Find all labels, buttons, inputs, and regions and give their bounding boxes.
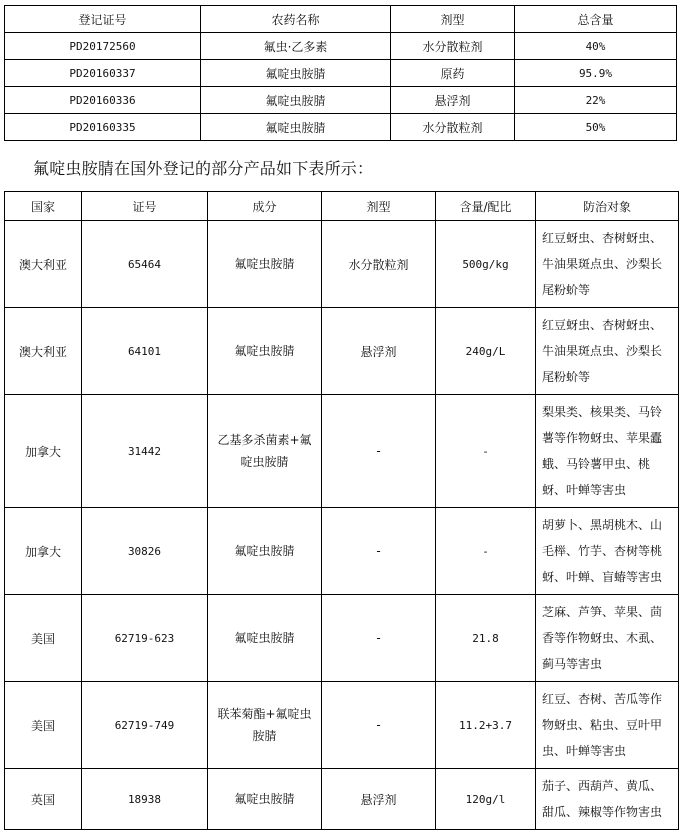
registration-no-cell: PD20160335: [5, 114, 201, 141]
formulation-cell: 水分散粒剂: [391, 114, 515, 141]
table-header-row: [5, 192, 679, 221]
country-cell: 美国: [5, 682, 82, 769]
content-ratio-cell: -: [436, 395, 536, 508]
formulation-cell: -: [322, 682, 436, 769]
total-content-cell: 22%: [515, 87, 677, 114]
domestic-registration-table: [4, 5, 677, 141]
pesticide-name-cell: 氟啶虫胺腈: [201, 114, 391, 141]
control-targets-cell: 胡萝卜、黑胡桃木、山毛榉、竹芋、杏树等桃蚜、叶蝉、盲蝽等害虫: [536, 508, 679, 595]
control-targets-cell: 红豆蚜虫、杏树蚜虫、牛油果斑点虫、沙梨长尾粉蚧等: [536, 221, 679, 308]
pesticide-name-cell: 氟虫·乙多素: [201, 33, 391, 60]
ingredient-cell: 氟啶虫胺腈: [208, 595, 322, 682]
country-cell: 加拿大: [5, 395, 82, 508]
country-cell: 英国: [5, 769, 82, 830]
formulation-cell: -: [322, 508, 436, 595]
content-ratio-cell: 11.2+3.7: [436, 682, 536, 769]
formulation-cell: -: [322, 395, 436, 508]
header-registration-no: 登记证号: [5, 6, 201, 33]
ingredient-cell: 乙基多杀菌素+氟啶虫胺腈: [208, 395, 322, 508]
table-row: [5, 114, 677, 141]
table-header-row: [5, 6, 677, 33]
pesticide-name-cell: 氟啶虫胺腈: [201, 60, 391, 87]
table-row: [5, 221, 679, 308]
formulation-cell: 水分散粒剂: [322, 221, 436, 308]
table-row: [5, 395, 679, 508]
table-row: [5, 87, 677, 114]
total-content-cell: 50%: [515, 114, 677, 141]
formulation-cell: 水分散粒剂: [391, 33, 515, 60]
ingredient-cell: 联苯菊酯+氟啶虫胺腈: [208, 682, 322, 769]
certificate-no-cell: 18938: [82, 769, 208, 830]
table-row: [5, 508, 679, 595]
header-control-targets: 防治对象: [536, 192, 679, 221]
header-ingredient: 成分: [208, 192, 322, 221]
control-targets-cell: 红豆、杏树、苦瓜等作物蚜虫、粘虫、豆叶甲虫、叶蝉等害虫: [536, 682, 679, 769]
pesticide-name-cell: 氟啶虫胺腈: [201, 87, 391, 114]
ingredient-cell: 氟啶虫胺腈: [208, 769, 322, 830]
country-cell: 澳大利亚: [5, 221, 82, 308]
country-cell: 美国: [5, 595, 82, 682]
header-certificate-no: 证号: [82, 192, 208, 221]
registration-no-cell: PD20160337: [5, 60, 201, 87]
certificate-no-cell: 62719-749: [82, 682, 208, 769]
certificate-no-cell: 64101: [82, 308, 208, 395]
total-content-cell: 40%: [515, 33, 677, 60]
control-targets-cell: 芝麻、芦笋、苹果、茴香等作物蚜虫、木虱、蓟马等害虫: [536, 595, 679, 682]
certificate-no-cell: 30826: [82, 508, 208, 595]
country-cell: 加拿大: [5, 508, 82, 595]
formulation-cell: 悬浮剂: [322, 308, 436, 395]
control-targets-cell: 红豆蚜虫、杏树蚜虫、牛油果斑点虫、沙梨长尾粉蚧等: [536, 308, 679, 395]
ingredient-cell: 氟啶虫胺腈: [208, 221, 322, 308]
header-formulation: 剂型: [391, 6, 515, 33]
content-ratio-cell: -: [436, 508, 536, 595]
content-ratio-cell: 240g/L: [436, 308, 536, 395]
table-row: [5, 33, 677, 60]
certificate-no-cell: 31442: [82, 395, 208, 508]
table-row: [5, 769, 679, 830]
ingredient-cell: 氟啶虫胺腈: [208, 508, 322, 595]
formulation-cell: -: [322, 595, 436, 682]
header-formulation: 剂型: [322, 192, 436, 221]
registration-no-cell: PD20172560: [5, 33, 201, 60]
header-country: 国家: [5, 192, 82, 221]
certificate-no-cell: 65464: [82, 221, 208, 308]
content-ratio-cell: 500g/kg: [436, 221, 536, 308]
table-row: [5, 308, 679, 395]
registration-no-cell: PD20160336: [5, 87, 201, 114]
foreign-registration-caption: 氟啶虫胺腈在国外登记的部分产品如下表所示：: [33, 159, 374, 178]
header-pesticide-name: 农药名称: [201, 6, 391, 33]
certificate-no-cell: 62719-623: [82, 595, 208, 682]
formulation-cell: 悬浮剂: [322, 769, 436, 830]
header-total-content: 总含量: [515, 6, 677, 33]
header-content-ratio: 含量/配比: [436, 192, 536, 221]
table-row: [5, 60, 677, 87]
content-ratio-cell: 21.8: [436, 595, 536, 682]
foreign-registration-table: [4, 191, 679, 830]
formulation-cell: 原药: [391, 60, 515, 87]
content-ratio-cell: 120g/l: [436, 769, 536, 830]
formulation-cell: 悬浮剂: [391, 87, 515, 114]
control-targets-cell: 茄子、西葫芦、黄瓜、甜瓜、辣椒等作物害虫: [536, 769, 679, 830]
country-cell: 澳大利亚: [5, 308, 82, 395]
ingredient-cell: 氟啶虫胺腈: [208, 308, 322, 395]
total-content-cell: 95.9%: [515, 60, 677, 87]
control-targets-cell: 梨果类、核果类、马铃薯等作物蚜虫、苹果蠹蛾、马铃薯甲虫、桃蚜、叶蝉等害虫: [536, 395, 679, 508]
table-row: [5, 595, 679, 682]
table-row: [5, 682, 679, 769]
